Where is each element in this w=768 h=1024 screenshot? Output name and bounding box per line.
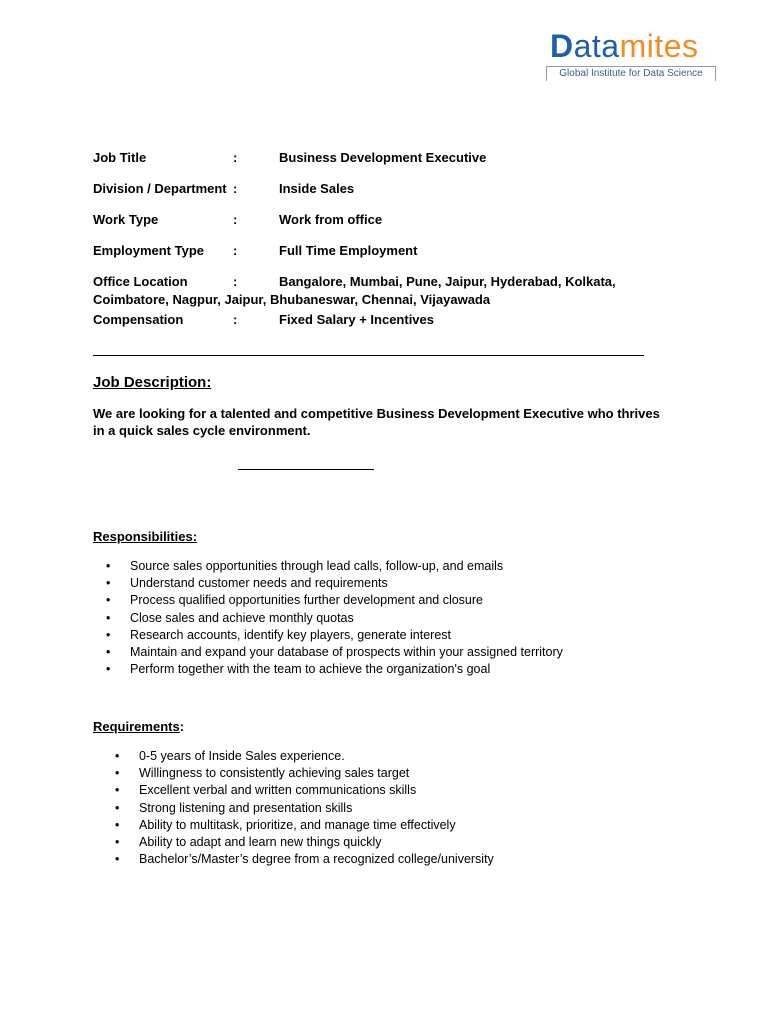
list-item: • Research accounts, identify key players, generate interest	[106, 627, 563, 644]
logo-tagline: Global Institute for Data Science	[546, 66, 716, 81]
responsibilities-heading-text: Responsibilities:	[93, 529, 198, 544]
field-colon: :	[233, 274, 238, 289]
field-colon: :	[233, 312, 238, 327]
list-item: • Excellent verbal and written communications skills	[115, 782, 494, 799]
list-item: • Willingness to consistently achieving sales target	[115, 765, 494, 782]
list-item: • 0-5 years of Inside Sales experience.	[115, 748, 494, 765]
office-location-label: Office Location	[93, 274, 188, 289]
requirements-heading	[93, 719, 184, 734]
employment-type-label: Employment Type	[93, 243, 205, 258]
short-divider	[238, 469, 374, 470]
field-colon: :	[233, 181, 238, 196]
list-item: • Understand customer needs and requirements	[106, 575, 563, 592]
compensation-label: Compensation	[93, 312, 184, 327]
list-item: • Ability to multitask, prioritize, and manage time effectively	[115, 817, 494, 834]
work-type-value: Work from office	[279, 212, 383, 227]
job-description-text: We are looking for a talented and competitive Business Development Executive who thrives in a quick sales cycle environment.	[93, 406, 660, 438]
division-value: Inside Sales	[279, 181, 355, 196]
requirements-list	[115, 748, 494, 868]
responsibilities-list	[106, 558, 563, 678]
requirements-heading-colon: :	[179, 719, 185, 734]
job-title-label: Job Title	[93, 150, 147, 165]
employment-type-value: Full Time Employment	[279, 243, 418, 258]
logo-wordmark: Datamites	[550, 28, 699, 64]
field-colon: :	[233, 243, 238, 258]
datamites-logo	[546, 26, 716, 82]
work-type-label: Work Type	[93, 212, 159, 227]
office-location-value-cont: Coimbatore, Nagpur, Jaipur, Bhubaneswar, Chennai, Vijayawada	[93, 292, 491, 307]
office-location-value: Bangalore, Mumbai, Pune, Jaipur, Hyderabad, Kolkata,	[279, 274, 616, 289]
list-item: • Bachelor’s/Master’s degree from a recognized college/university	[115, 851, 494, 868]
job-description-heading: Job Description:	[93, 374, 212, 391]
list-item: • Strong listening and presentation skills	[115, 800, 494, 817]
field-colon: :	[233, 212, 238, 227]
list-item: • Close sales and achieve monthly quotas	[106, 610, 563, 627]
field-colon: :	[233, 150, 238, 165]
requirements-heading-text: Requirements	[93, 719, 180, 734]
division-label: Division / Department	[93, 181, 227, 196]
list-item: • Maintain and expand your database of prospects within your assigned territory	[106, 644, 563, 661]
list-item: • Process qualified opportunities further development and closure	[106, 592, 563, 609]
list-item: • Ability to adapt and learn new things quickly	[115, 834, 494, 851]
list-item: • Perform together with the team to achieve the organization's goal	[106, 661, 563, 678]
list-item: • Source sales opportunities through lead calls, follow-up, and emails	[106, 558, 563, 575]
responsibilities-heading	[93, 529, 197, 544]
section-divider	[93, 355, 644, 356]
compensation-value: Fixed Salary + Incentives	[279, 312, 434, 327]
job-title-value: Business Development Executive	[279, 150, 487, 165]
